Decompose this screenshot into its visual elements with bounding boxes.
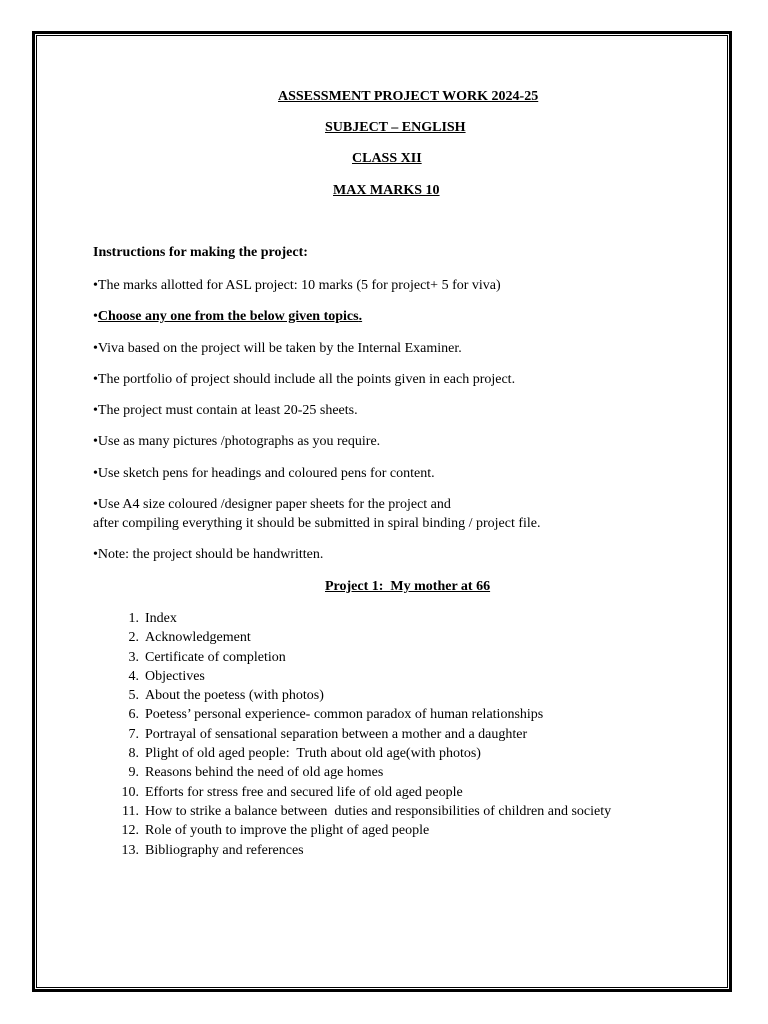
class-heading: CLASS XII xyxy=(352,151,422,166)
instruction-marks: •The marks allotted for ASL project: 10 marks (5 for project+ 5 for viva) xyxy=(93,278,501,293)
list-item-text: About the poetess (with photos) xyxy=(145,688,324,704)
bullet-prefix: • xyxy=(93,309,98,324)
list-item-number: 2. xyxy=(128,630,139,646)
list-item-number: 1. xyxy=(128,611,139,626)
project-topic-list xyxy=(113,609,611,860)
list-item xyxy=(113,725,611,744)
list-item-number: 11. xyxy=(122,803,139,819)
list-item-text: Efforts for stress free and secured life of old aged people xyxy=(145,784,463,800)
list-item-text: Portrayal of sensational separation between a mother and a daughter xyxy=(145,726,528,742)
list-item xyxy=(113,628,611,647)
list-item xyxy=(113,705,611,724)
instruction-sheets: •The project must contain at least 20-25 sheets. xyxy=(93,403,358,418)
list-item-number: 9. xyxy=(128,765,139,781)
list-item-text: Poetess’ personal experience- common paradox of human relationships xyxy=(145,707,544,723)
list-item xyxy=(113,783,611,802)
instruction-portfolio: •The portfolio of project should include all the points given in each project. xyxy=(93,372,516,387)
max-marks-heading: MAX MARKS 10 xyxy=(333,183,440,198)
list-item-number: 8. xyxy=(128,746,139,762)
list-item-number: 3. xyxy=(128,649,139,665)
project-title: Project 1: My mother at 66 xyxy=(325,579,491,594)
list-item-text: Role of youth to improve the plight of aged people xyxy=(145,823,430,839)
list-item xyxy=(113,763,611,782)
list-item-text: Reasons behind the need of old age homes xyxy=(145,765,384,781)
list-item-number: 5. xyxy=(128,688,139,704)
instruction-binding: after compiling everything it should be submitted in spiral binding / project file. xyxy=(93,516,541,531)
instruction-viva: •Viva based on the project will be taken by the Internal Examiner. xyxy=(93,341,462,356)
subject-heading: SUBJECT – ENGLISH xyxy=(325,120,466,135)
list-item-text: Bibliography and references xyxy=(145,842,304,858)
list-item xyxy=(113,802,611,821)
instruction-paper: •Use A4 size coloured /designer paper sheets for the project and xyxy=(93,497,451,512)
instruction-choose-topic xyxy=(93,307,362,326)
document-title: ASSESSMENT PROJECT WORK 2024-25 xyxy=(278,89,539,104)
list-item-text: Objectives xyxy=(145,668,205,684)
list-item xyxy=(113,821,611,840)
list-item xyxy=(113,667,611,686)
list-item-text: Plight of old aged people: Truth about old age(with photos) xyxy=(145,746,481,762)
instruction-handwritten: •Note: the project should be handwritten. xyxy=(93,547,324,562)
instructions-title: Instructions for making the project: xyxy=(93,245,308,260)
list-item xyxy=(113,744,611,763)
list-item xyxy=(113,841,611,860)
list-item-number: 10. xyxy=(121,784,139,800)
list-item-text: Acknowledgement xyxy=(145,630,251,646)
list-item-number: 7. xyxy=(128,726,139,742)
instruction-pens: •Use sketch pens for headings and coloured pens for content. xyxy=(93,466,435,481)
list-item-text: Certificate of completion xyxy=(145,649,286,665)
list-item-text: How to strike a balance between duties and responsibilities of children and society xyxy=(145,803,612,819)
list-item-number: 4. xyxy=(128,668,139,684)
list-item xyxy=(113,648,611,667)
list-item xyxy=(113,686,611,705)
list-item-number: 12. xyxy=(121,823,139,839)
list-item-text: Index xyxy=(145,611,177,626)
list-item xyxy=(113,609,611,628)
instruction-pictures: •Use as many pictures /photographs as you require. xyxy=(93,434,381,449)
choose-topic-text: Choose any one from the below given topics xyxy=(97,309,359,324)
list-item-number: 6. xyxy=(128,707,139,723)
bullet-suffix: . xyxy=(358,309,363,324)
list-item-number: 13. xyxy=(121,842,139,858)
